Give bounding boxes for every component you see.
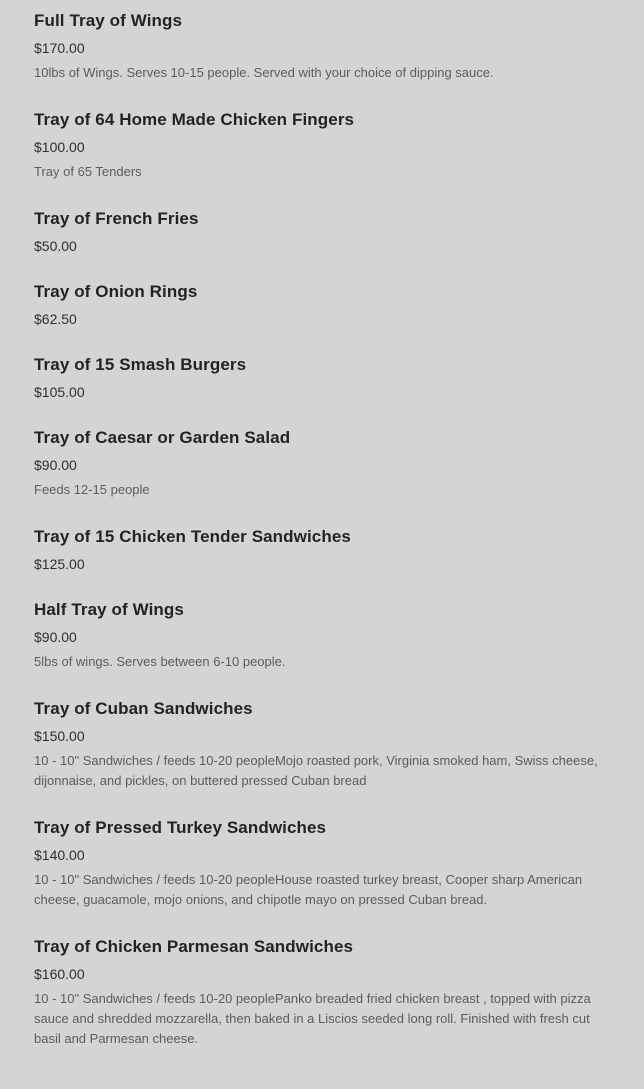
menu-item-price: $100.00: [34, 139, 85, 155]
menu-item-name: Full Tray of Wings: [34, 11, 183, 30]
menu-item-price: $160.00: [34, 966, 85, 982]
menu-item-name: Half Tray of Wings: [34, 600, 184, 619]
menu-item-description: 10 - 10" Sandwiches / feeds 10-20 peoplePanko breaded fried chicken breast , topped with pizza sauce and shredded mozzarella, then baked in a Liscios seeded long roll. Finished with fresh cut basil and Parmesan cheese.: [34, 991, 591, 1046]
menu-item[interactable]: [34, 10, 610, 83]
menu-item-name: Tray of French Fries: [34, 209, 199, 228]
menu-item-price: $125.00: [34, 556, 85, 572]
menu-item-name: Tray of Pressed Turkey Sandwiches: [34, 818, 327, 837]
menu-item-name: Tray of Caesar or Garden Salad: [34, 428, 291, 447]
menu-item-description: 10lbs of Wings. Serves 10-15 people. Served with your choice of dipping sauce.: [34, 65, 494, 80]
menu-item-description: 10 - 10" Sandwiches / feeds 10-20 peopleHouse roasted turkey breast, Cooper sharp American cheese, guacamole, mojo onions, and chipotle mayo on pressed Cuban bread.: [34, 872, 583, 907]
menu-item-name: Tray of Cuban Sandwiches: [34, 699, 253, 718]
menu-item-description: 10 - 10" Sandwiches / feeds 10-20 peopleMojo roasted pork, Virginia smoked ham, Swiss cheese, dijonnaise, and pickles, on buttered pressed Cuban bread: [34, 753, 598, 788]
menu-item-price: $105.00: [34, 384, 85, 400]
menu-item-price: $62.50: [34, 311, 77, 327]
menu-item-price: $170.00: [34, 40, 85, 56]
menu-item[interactable]: [34, 208, 610, 255]
menu-item-description: Tray of 65 Tenders: [34, 164, 142, 179]
menu-item[interactable]: [34, 817, 610, 910]
menu-item[interactable]: [34, 526, 610, 573]
menu-item-price: $50.00: [34, 238, 77, 254]
menu-item-price: $150.00: [34, 728, 85, 744]
menu-item-price: $140.00: [34, 847, 85, 863]
menu-item-description: Feeds 12-15 people: [34, 482, 150, 497]
menu-item[interactable]: [34, 109, 610, 182]
menu-item[interactable]: [34, 698, 610, 791]
menu-item-name: Tray of 15 Smash Burgers: [34, 355, 247, 374]
menu-item-name: Tray of 64 Home Made Chicken Fingers: [34, 110, 355, 129]
menu-item-name: Tray of Onion Rings: [34, 282, 198, 301]
menu-item-price: $90.00: [34, 629, 77, 645]
menu-item-description: 5lbs of wings. Serves between 6-10 people.: [34, 654, 286, 669]
menu-item[interactable]: [34, 427, 610, 500]
menu-item-price: $90.00: [34, 457, 77, 473]
menu-item-name: Tray of 15 Chicken Tender Sandwiches: [34, 527, 351, 546]
menu-item-name: Tray of Chicken Parmesan Sandwiches: [34, 937, 354, 956]
menu-item[interactable]: [34, 599, 610, 672]
menu-item[interactable]: [34, 281, 610, 328]
menu-item[interactable]: [34, 936, 610, 1049]
menu-item[interactable]: [34, 354, 610, 401]
